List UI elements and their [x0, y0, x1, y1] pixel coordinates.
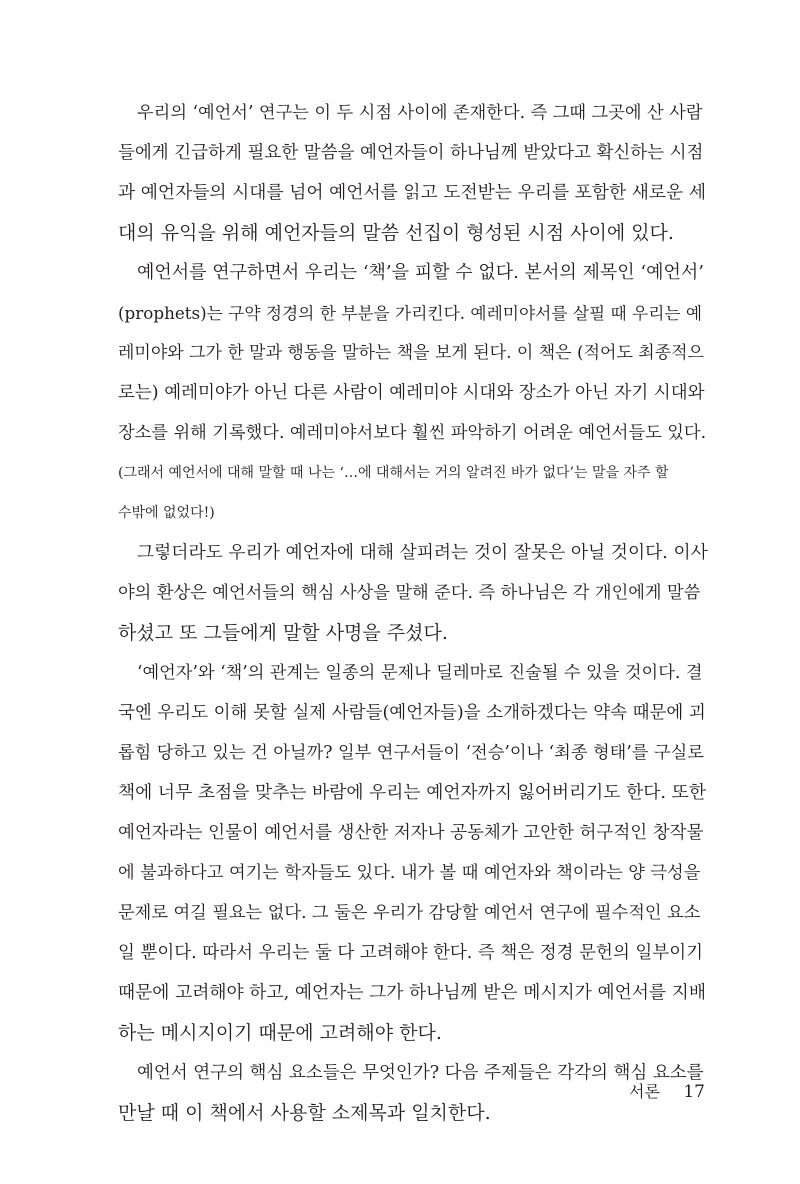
running-footer-section: 서론	[629, 1082, 660, 1101]
text-line: 에 불과하다고 여기는 학자들도 있다. 내가 볼 때 예언자와 책이라는 양 극성을	[118, 863, 701, 883]
text-line: 예언서를 연구하면서 우리는 ‘책’을 피할 수 없다. 본서의 제목인 ‘예언서’	[137, 262, 704, 283]
parenthetical-line: (그래서 예언서에 대해 말할 때 나는 ‘…에 대해서는 거의 알려진 바가 없다’는 말을 자주 할	[118, 465, 669, 481]
text-line: 하셨고 또 그들에게 말할 사명을 주셨다.	[118, 622, 448, 644]
text-line: 레미야와 그가 한 말과 행동을 말하는 책을 보게 된다. 이 책은 (적어도 최종적으	[118, 343, 704, 363]
text-line: 문제로 여길 필요는 없다. 그 둘은 우리가 감당할 예언서 연구에 필수적인 요소	[118, 903, 701, 923]
text-line: 우리의 ‘예언서’ 연구는 이 두 시점 사이에 존재한다. 즉 그때 그곳에 산 사람	[137, 103, 703, 123]
text-line: ‘예언자’와 ‘책’의 관계는 일종의 문제나 딜레마로 진술될 수 있을 것이다. 결	[137, 663, 703, 683]
text-line: (prophets)는 구약 정경의 한 부분을 가리킨다. 예레미야서를 살필 때 우리는 예	[118, 303, 703, 323]
text-line: 장소를 위해 기록했다. 예레미야서보다 훨씬 파악하기 어려운 예언서들도 있다.	[118, 423, 707, 443]
text-line: 예언자라는 인물이 예언서를 생산한 저자나 공동체가 고안한 허구적인 창작물	[118, 823, 704, 843]
text-line: 그렇더라도 우리가 예언자에 대해 살피려는 것이 잘못은 아닐 것이다. 이사	[137, 543, 708, 563]
text-line: 과 예언자들의 시대를 넘어 예언서를 읽고 도전받는 우리를 포함한 새로운 세	[118, 183, 706, 203]
text-line: 야의 환상은 예언서들의 핵심 사상을 말해 준다. 즉 하나님은 각 개인에게 말씀	[118, 583, 701, 603]
page-number: 17	[683, 1082, 705, 1102]
text-line: 롭힘 당하고 있는 건 아닐까? 일부 연구서들이 ‘전승’이나 ‘최종 형태’를 구실로	[118, 743, 704, 763]
text-line: 때문에 고려해야 하고, 예언자는 그가 하나님께 받은 메시지가 예언서를 지배	[118, 983, 706, 1003]
text-line: 일 뿐이다. 따라서 우리는 둘 다 고려해야 한다. 즉 책은 정경 문헌의 일부이기	[118, 943, 704, 963]
text-line: 하는 메시지이기 때문에 고려해야 한다.	[118, 1022, 442, 1044]
text-line: 로는) 예레미야가 아닌 다른 사람이 예레미야 시대와 장소가 아닌 자기 시대와	[118, 383, 705, 403]
text-line: 예언서 연구의 핵심 요소들은 무엇인가? 다음 주제들은 각각의 핵심 요소를	[137, 1063, 704, 1083]
page-footer	[629, 1077, 705, 1107]
text-line: 들에게 긴급하게 필요한 말씀을 예언자들이 하나님께 받았다고 확신하는 시점	[118, 143, 704, 163]
text-line: 대의 유익을 위해 예언자들의 말씀 선집이 형성된 시점 사이에 있다.	[118, 222, 674, 244]
text-line: 책에 너무 초점을 맞추는 바람에 우리는 예언자까지 잃어버리기도 한다. 또한	[118, 783, 706, 803]
parenthetical-line: 수밖에 없었다!)	[118, 505, 215, 521]
text-line: 국엔 우리도 이해 못할 실제 사람들(예언자들)을 소개하겠다는 약속 때문에 괴	[118, 703, 706, 723]
text-line: 만날 때 이 책에서 사용할 소제목과 일치한다.	[118, 1102, 491, 1124]
body-text	[118, 93, 708, 1133]
